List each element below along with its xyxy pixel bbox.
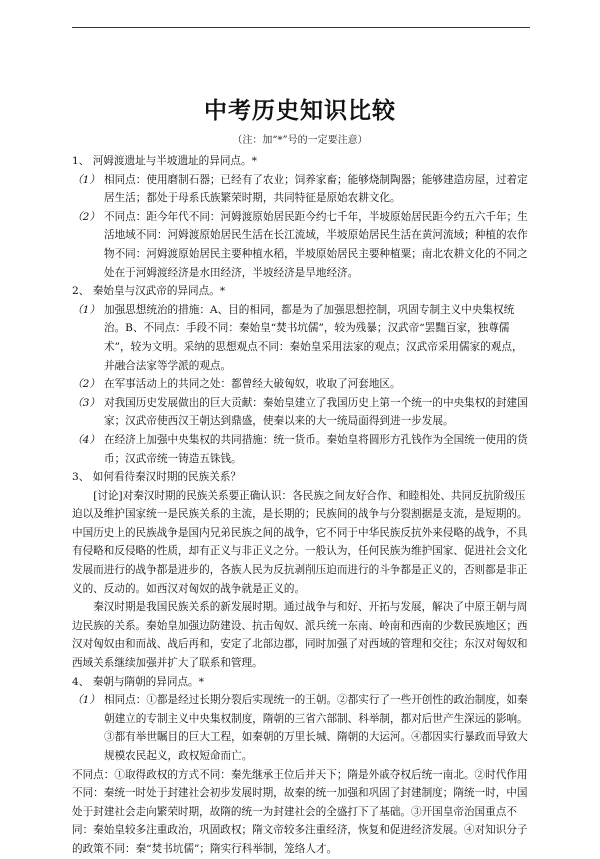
list-item <box>72 301 532 375</box>
item-text: 在军事活动上的共同之处：都曾经大破匈奴，收取了河套地区。 <box>104 378 401 391</box>
item-text: 相同点：使用磨制石器；已经有了农业；饲养家畜；能够烧制陶器；能够建造房屋，过着定居生活；都处于母系氏族繁荣时期，共同特征是原始农耕文化。 <box>104 173 528 205</box>
item-number: （4） <box>72 433 100 446</box>
page-title: 中考历史知识比较 <box>204 98 396 124</box>
list-item <box>72 208 532 282</box>
document-body <box>72 152 532 859</box>
item-number: （1） <box>72 173 100 186</box>
list-item <box>72 431 532 468</box>
page-note: （注：加“*”号的一定要注意） <box>232 135 368 146</box>
section-heading: 2、 秦始皇与汉武帝的异同点。* <box>72 285 226 298</box>
paragraph: [讨论]对秦汉时期的民族关系要正确认识：各民族之间友好合作、和睦相处、共同反抗阶级压迫以及维护国家统一是民族关系的主流，是长期的；民族间的战争与分裂割据是支流，是短期的。中国历史上的民族战争是国内兄弟民族之间的战争，它不同于中华民族反抗外来侵略的战争，不具有侵略和反侵略的性质，却有正义与非正义之分。一般认为，任何民族为维护国家、促进社会文化发展而进行的战争都是进步的，各族人民为反抗剥削压迫而进行的斗争都是正义的，否则都是非正义的、反动的。如西汉对匈奴的战争就是正义的。 <box>72 489 528 595</box>
paragraph: 秦汉时期是我国民族关系的新发展时期。通过战争与和好、开拓与发展，解决了中原王朝与周边民族的关系。秦始皇加强边防建设、抗击匈奴、派兵统一东南、岭南和西南的少数民族地区；西汉对匈奴由和而战、战后再和，安定了北部边郡，同时加强了对西域的管理和交往；东汉对匈奴和西域关系继续加强并扩大了联系和管理。 <box>72 601 528 670</box>
item-number: （2） <box>72 210 100 223</box>
list-item <box>72 691 532 765</box>
item-text: 在经济上加强中央集权的共同措施：统一货币。秦始皇将圆形方孔钱作为全国统一使用的货币；汉武帝统一铸造五铢钱。 <box>104 433 528 465</box>
list-item <box>72 375 532 394</box>
item-number: （1） <box>72 303 100 316</box>
header-rule <box>72 27 530 28</box>
item-number: （2） <box>72 378 100 391</box>
item-text: 相同点：①都是经过长期分裂后实现统一的王朝。②都实行了一些开创性的政治制度，如秦朝建立的专制主义中央集权制度，隋朝的三省六部制、科举制，都对后世产生深远的影响。③都有举世瞩目的巨大工程，如秦朝的万里长城、隋朝的大运河。④都因实行暴政而导致大规模农民起义，政权短命而亡。 <box>104 694 528 762</box>
item-text: 不同点：距今年代不同：河姆渡原始居民距今约七千年，半坡原始居民距今约五六千年；生活地域不同：河姆渡原始居民生活在长江流域，半坡原始居民生活在黄河流域；种植的农作物不同：河姆渡原始居民主要种植水稻，半坡原始居民主要种植粟；南北农耕文化的不同之处在于河姆渡经济是水田经济，半坡经济是旱地经济。 <box>104 210 528 279</box>
section-heading: 1、 河姆渡遗址与半坡遗址的异同点。* <box>72 155 257 167</box>
list-item <box>72 394 532 431</box>
item-number: （3） <box>72 396 100 409</box>
item-text: 加强思想统治的措施：A、目的相同，都是为了加强思想控制，巩固专制主义中央集权统治。B、不同点：手段不同：秦始皇“焚书坑儒”，较为残暴；汉武帝“罢黜百家，独尊儒术”，较为文明。采纳的思想观点不同：秦始皇采用法家的观点；汉武帝采用儒家的观点，并融合法家等学派的观点。 <box>104 303 523 372</box>
section-heading: 4、 秦朝与隋朝的异同点。* <box>72 675 204 688</box>
item-text: 对我国历史发展做出的巨大贡献：秦始皇建立了我国历史上第一个统一的中央集权的封建国家；汉武帝使西汉王朝达到鼎盛，使秦以来的大一统局面得到进一步发展。 <box>104 396 528 428</box>
list-item <box>72 171 532 208</box>
item-number: （1） <box>72 694 100 707</box>
paragraph: 不同点：①取得政权的方式不同：秦先继承王位后并天下；隋是外戚夺权后统一南北。②时代作用不同：秦统一时处于封建社会初步发展时期，故秦的统一加强和巩固了封建制度；隋统一时，中国处于封建社会走向繁荣时期，故隋的统一为封建社会的全盛打下了基础。③开国皇帝治国重点不同：秦始皇较多注重政治，巩固政权；隋文帝较多注重经济，恢复和促进经济发展。④对知识分子的政策不同：秦“焚书坑儒”；隋实行科举制，笼络人才。 <box>72 768 528 855</box>
section-heading: 3、 如何看待秦汉时期的民族关系？ <box>72 471 242 484</box>
